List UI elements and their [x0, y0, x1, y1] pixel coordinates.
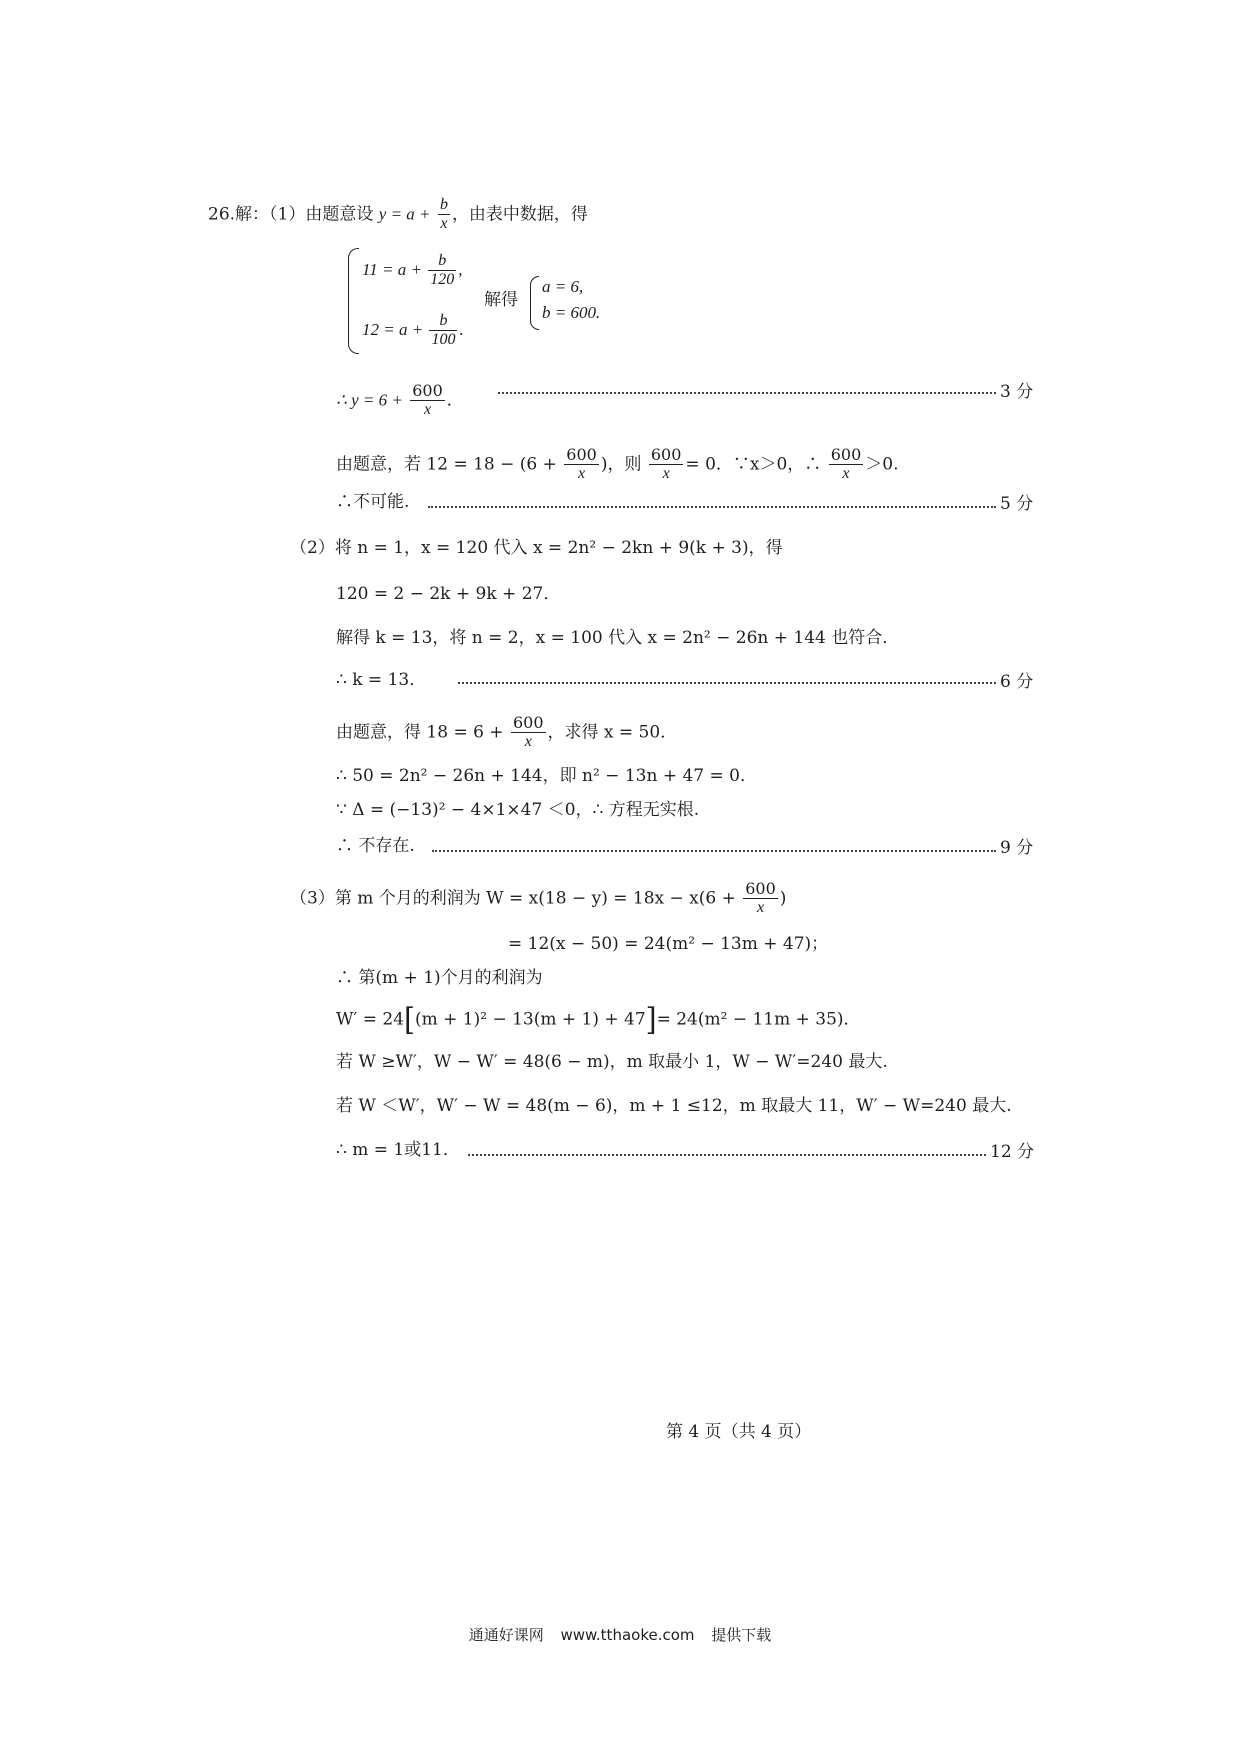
part1-intro-line [208, 196, 588, 234]
site-name: 通通好课网 [468, 1626, 544, 1644]
fraction-b-over-x: $\frac{b}{x}$ [439, 196, 448, 233]
part2-line3: 解得 k = 13，将 n = 2，x = 100 代入 x = 2n² − 26n + 144 也符合． [336, 628, 900, 648]
score-9: 9 分 [1000, 838, 1034, 858]
score-3: 3 分 [1000, 382, 1034, 402]
part2-line5: 由题意，得 18 = 6 + $\frac{600}{x}$ ，求得 x = 50． [336, 713, 678, 751]
site-url[interactable]: www.tthaoke.com [560, 1626, 695, 1644]
part2-line7: ∵ Δ = (−13)² − 4×1×47 ＜0，∴ 方程无实根. [336, 800, 700, 820]
part2-line4: ∴ k = 13． [336, 670, 427, 690]
dotted-leader-9 [432, 850, 996, 852]
solve-label: 解： [235, 204, 270, 225]
dotted-leader-3 [498, 392, 996, 394]
part2-label: （2） [290, 538, 335, 558]
right-bracket: ] [645, 1001, 657, 1038]
score-5: 5 分 [1000, 494, 1034, 514]
part2-line2: 120 = 2 − 2k + 9k + 27． [336, 584, 561, 604]
dotted-leader-6 [458, 682, 996, 684]
part3-line5: 若 W ≥W′，W − W′ = 48(6 − m)，m 取最小 1，W − W′=240 最大. [336, 1052, 888, 1072]
fraction-600-over-x: $\frac{600}{x}$ [512, 713, 544, 751]
fraction-600-over-x: $\frac{600}{x}$ [412, 381, 443, 419]
part3-line2: = 12(x − 50) = 24(m² − 13m + 47)； [508, 934, 829, 954]
dotted-leader-12 [468, 1154, 986, 1156]
fraction-b-over-120: $\frac{b}{120}$ [430, 252, 455, 289]
fraction-600-over-x: $\frac{600}{x}$ [830, 445, 862, 483]
system-equation-2: 12 = a + $\frac{b}{100}$ . [362, 312, 464, 349]
part1-intro-tail: ，由表中数据，得 [451, 204, 588, 225]
part1-result: ∴ y = 6 + $\frac{600}{x}$ ． [336, 381, 464, 419]
part3-label: （3） [290, 888, 335, 909]
fraction-b-over-100: $\frac{b}{100}$ [431, 312, 456, 349]
site-credit [0, 1624, 1240, 1645]
fraction-600-over-x: $\frac{600}{x}$ [745, 879, 776, 917]
equation-system-brace [348, 248, 359, 354]
system-equation-1: 11 = a + $\frac{b}{120}$ , [362, 252, 463, 289]
fraction-600-over-x: $\frac{600}{x}$ [566, 445, 597, 483]
part1-intro-text: 由题意设 [305, 204, 374, 225]
left-bracket: [ [404, 1001, 415, 1038]
formula-y-equals: y = a + [378, 204, 431, 224]
part3-line7: ∴ m = 1或11． [336, 1140, 460, 1160]
part2-line8: ∴ 不存在. [336, 836, 415, 856]
part3-line3: ∴ 第(m + 1)个月的利润为 [336, 968, 543, 988]
score-12: 12 分 [990, 1142, 1035, 1162]
page-number: 第 4 页（共 4 页） [666, 1422, 812, 1442]
solution-brace [530, 276, 539, 330]
part3-line1: （3）第 m 个月的利润为 W = x(18 − y) = 18x − x(6 + $\frac{600}{x}$ ) [290, 879, 787, 917]
fraction-600-over-x: $\frac{600}{x}$ [650, 445, 682, 483]
part1-label: （1） [269, 204, 306, 225]
solution-b: b = 600. [542, 303, 601, 322]
site-tail: 提供下载 [711, 1626, 772, 1644]
score-6: 6 分 [1000, 672, 1034, 692]
part1-check-line: 由题意，若 12 = 18 − (6 + $\frac{600}{x}$ )，则 $\frac{600}{x}$ = 0．∵x＞0，∴ $\frac{600}{x}$ ＞0. [336, 445, 899, 483]
part2-line1: （2）将 n = 1，x = 120 代入 x = 2n² − 2kn + 9(k + 3)，得 [290, 538, 783, 558]
solution-a: a = 6, [542, 277, 584, 296]
part3-line6: 若 W ＜W′，W′ − W = 48(m − 6)，m + 1 ≤12，m 取最大 11，W′ − W=240 最大. [336, 1096, 1012, 1116]
part2-line6: ∴ 50 = 2n² − 26n + 144，即 n² − 13n + 47 = 0． [336, 766, 757, 786]
dotted-leader-5 [428, 506, 996, 508]
problem-number: 26. [208, 204, 236, 225]
part3-line4: W′ = 24[(m + 1)² − 13(m + 1) + 47]= 24(m² − 11m + 35)． [336, 1001, 861, 1038]
solve-word: 解得 [484, 290, 518, 310]
part1-impossible: ∴不可能. [336, 492, 410, 512]
